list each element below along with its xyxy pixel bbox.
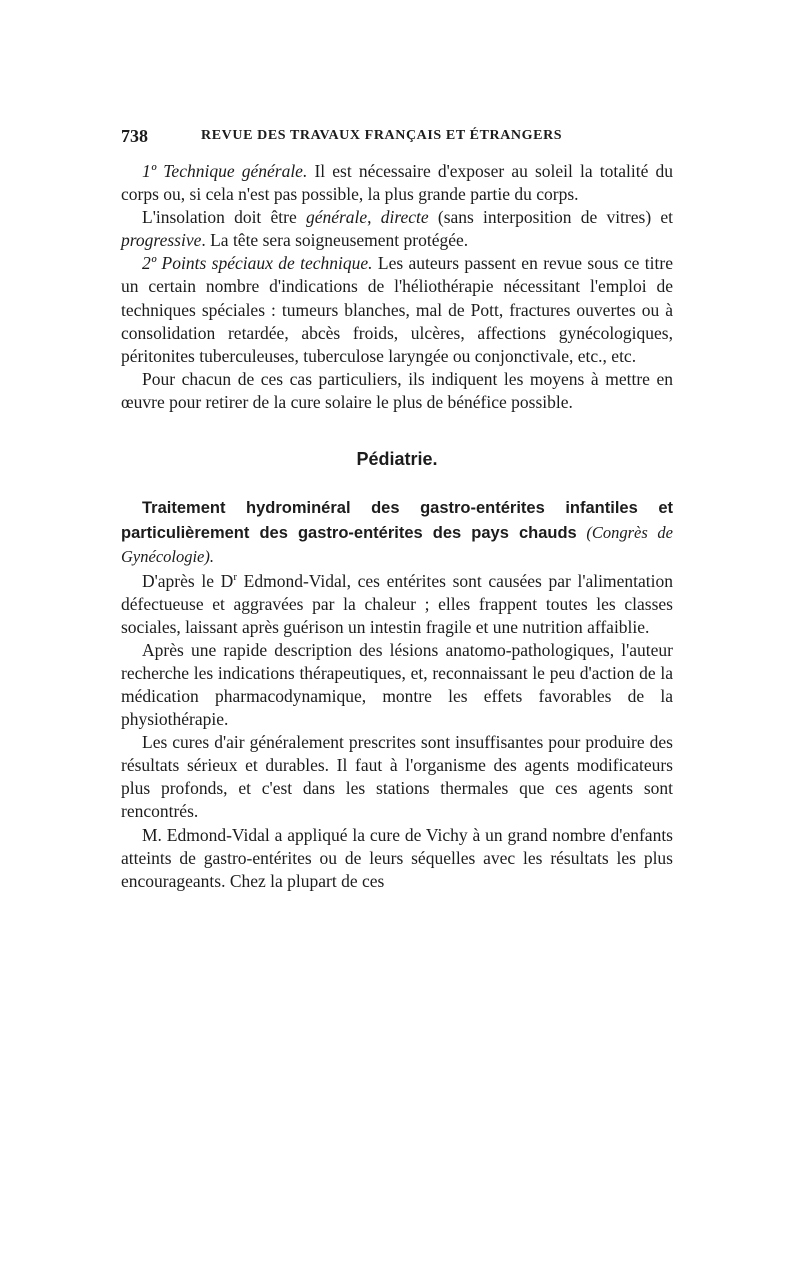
running-head: REVUE DES TRAVAUX FRANÇAIS ET ÉTRANGERS — [201, 128, 563, 143]
section-title: Pédiatrie. — [356, 449, 438, 470]
paragraph-text: Les auteurs passent en revue sous ce titre un certain nombre d'indications de l'héliothérapie nécessitant l'emploi de techniques spéciales : tumeurs blanches, mal de Pott, fractures ouvertes ou à consolidation retardée, abcès froids, ulcères, affections gynécologiques, péritonites tuberculeuses, tuberculose laryngée ou conjonctivale, etc., etc. — [121, 253, 673, 366]
paragraph-label: 1º Technique générale. — [142, 161, 308, 181]
text-run: Edmond-Vidal, ces entérites sont causées par l'alimentation défectueuse et aggravées par la chaleur ; elles frappent toutes les classes sociales, laissant après guérison un intestin fragile et une nutrition affaiblie. — [121, 570, 674, 637]
text-run: D'après le D — [142, 570, 234, 591]
article-title — [121, 497, 673, 570]
article-source-paren: ( — [576, 522, 592, 542]
paragraph-label: 2º Points spéciaux de technique. — [142, 253, 373, 274]
page-body — [121, 160, 673, 893]
article-title-text: Traitement hydrominéral des gastro-entérites infantiles et particulièrement des gastro-entérites des pays chauds — [121, 499, 673, 542]
paragraph-article-4: M. Edmond-Vidal a appliqué la cure de Vichy à un grand nombre d'enfants atteints de gastro-entérites ou de leurs séquelles avec les résultats les plus encourageants. Chez la plupart de ces — [121, 824, 673, 891]
paragraph-points-speciaux — [121, 252, 673, 367]
superscript: r — [233, 570, 237, 583]
paragraph-insolation — [121, 206, 673, 252]
emphasis-text: directe — [380, 207, 429, 228]
text-run: L'insolation doit être — [142, 207, 306, 228]
emphasis-text: progressive — [121, 230, 202, 251]
emphasis-text: générale — [305, 207, 368, 228]
text-run: , — [367, 207, 381, 228]
paragraph-article-1 — [121, 570, 673, 639]
text-run: . La tête sera soigneusement protégée. — [201, 230, 469, 251]
paragraph-text: Il est nécessaire d'exposer au soleil la totalité du corps ou, si cela n'est pas possible, la plus grande partie du corps. — [121, 161, 673, 205]
article-source: Congrès de Gynécologie — [121, 522, 673, 567]
page-number: 738 — [121, 126, 148, 146]
page-header — [121, 124, 673, 148]
paragraph-article-3: Les cures d'air généralement prescrites sont insuffisantes pour produire des résultats sérieux et durables. Il faut à l'organisme des agents modificateurs plus profonds, et c'est dans les stations thermales que ces agents sont rencontrés. — [121, 732, 673, 822]
text-run: (sans interposition de vitres) et — [428, 207, 673, 228]
article-source-paren: ). — [204, 547, 215, 567]
paragraph-technique-generale — [121, 160, 673, 206]
paragraph-cas-particuliers: Pour chacun de ces cas particuliers, ils indiquent les moyens à mettre en œuvre pour retirer de la cure solaire le plus de bénéfice possible. — [121, 368, 673, 412]
paragraph-article-2: Après une rapide description des lésions anatomo-pathologiques, l'auteur recherche les indications thérapeutiques, et, reconnaissant le peu d'action de la médication pharmacodynamique, montre les effets favorables de la physiothérapie. — [121, 639, 673, 730]
